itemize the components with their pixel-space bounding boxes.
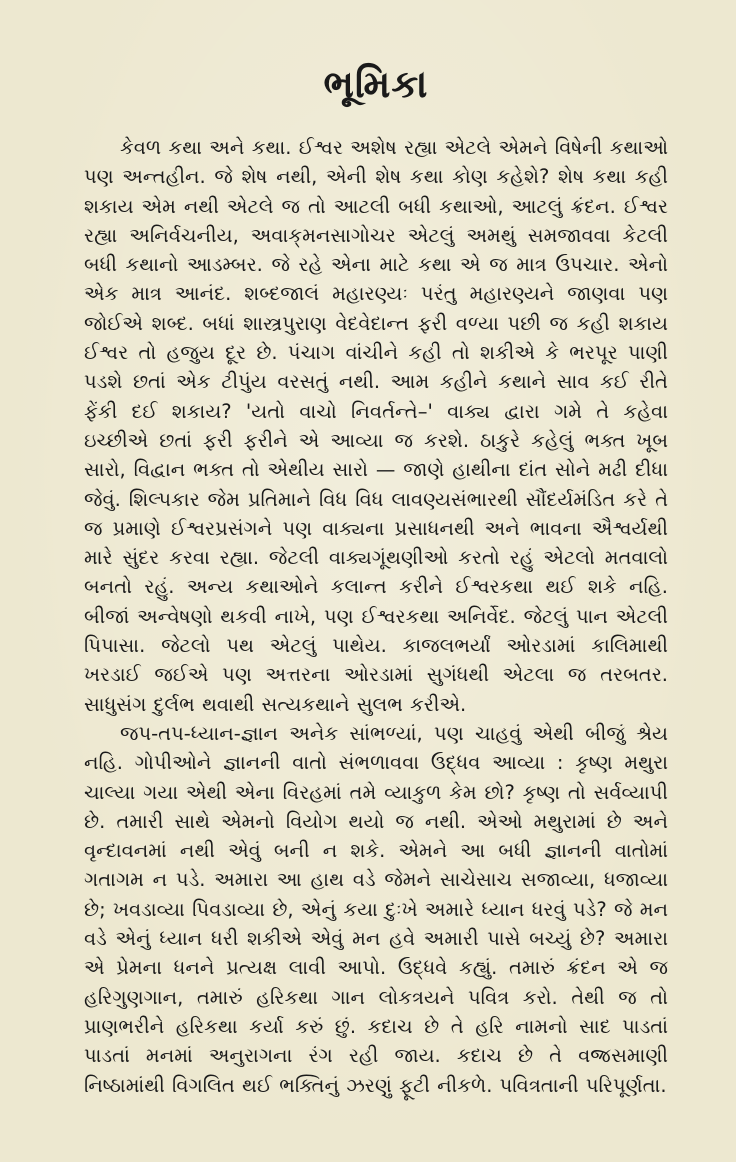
- page-title: ભૂમિકા: [323, 62, 429, 106]
- paragraph-1: કેવળ કથા અને કથા. ઈશ્વર અશેષ રહ્યા એટલે એમને વિષેની કથાઓ પણ અન્તહીન. જે શેષ નથી, એની શેષ કથા કોણ કહેશે? શેષ કથા કહી શકાય એમ નથી એટલે જ તો આટલી બધી કથાઓ, આટલું ક્રંદન. ઈશ્વર રહ્યા અનિર્વચનીય, અવાક્‌મનસાગોચર એટલું અમથું સમજાવવા કેટલી બધી કથાનો આડમ્બર. જે રહે એના માટે કથા એ જ માત્ર ઉપચાર. એનો એક માત્ર આનંદ. શબ્દજાલં મહારણ્યઃ પરંતુ મહારણ્યને જાણવા પણ જોઈએ શબ્દ. બધાં શાસ્ત્રપુરાણ વેદવેદાન્ત ફરી વળ્યા પછી જ કહી શકાય ઈશ્વર તો હજુય દૂર છે. પંચાગ વાંચીને કહી તો શકીએ કે ભરપૂર પાણી પડશે છતાં એક ટીપુંય વરસતું નથી. આમ કહીને કથાને સાવ કઈ રીતે ફેંકી દઈ શકાય? 'યતો વાચો નિવર્તન્તે–' વાક્ય દ્વારા ગમે તે કહેવા ઇચ્છીએ છતાં ફરી ફરીને એ આવ્યા જ કરશે. ઠાકુરે કહેલું ભક્ત ખૂબ સારો, વિદ્વાન ભક્ત તો એથીય સારો — જાણે હાથીના દાંત સોને મઢી દીધા જેવું. શિલ્પકાર જેમ પ્રતિમાને વિધ વિધ લાવણ્યસંભારથી સૌંદર્યમંડિત કરે તે જ પ્રમાણે ઈશ્વરપ્રસંગને પણ વાક્યના પ્રસાધનથી અને ભાવના ઐશ્વર્યથી મારે સુંદર કરવા રહ્યા. જેટલી વાક્યગૂંથણીઓ કરતો રહું એટલો મતવાલો બનતો રહું. અન્ય કથાઓને કલાન્ત કરીને ઈશ્વરકથા થઈ શકે નહિ. બીજાં અન્વેષણો થકવી નાખે, પણ ઈશ્વરકથા અનિર્વેદ. જેટલું પાન એટલી પિપાસા. જેટલો પથ એટલું પાથેય. કાજલભર્યાં ઓરડામાં કાલિમાથી ખરડાઈ જઈએ પણ અત્તરના ઓરડામાં સુગંધથી એટલા જ તરબતર. સાધુસંગ દુર્લભ થવાથી સત્યકથાને સુલભ કરીએ.: [84, 136, 668, 716]
- paragraph-2: જપ-તપ-ધ્યાન-જ્ઞાન અનેક સાંભળ્યાં, પણ ચાહવું એથી બીજું શ્રેય નહિ. ગોપીઓને જ્ઞાનની વાતો સંભળાવવા ઉદ્ધવ આવ્યા : કૃષ્ણ મથુરા ચાલ્યા ગયા એથી એના વિરહમાં તમે વ્યાકુળ કેમ છો? કૃષ્ણ તો સર્વવ્યાપી છે. તમારી સાથે એમનો વિયોગ થયો જ નથી. એઓ મથુરામાં છે અને વૃન્દાવનમાં નથી એવું બની ન શકે. એમને આ બધી જ્ઞાનની વાતોમાં ગતાગમ ન પડે. અમારા આ હાથ વડે જેમને સાચેસાચ સજાવ્યા, ધજાવ્યા છે; ખવડાવ્યા પિવડાવ્યા છે, એનું કયા દુઃખે અમારે ધ્યાન ધરવું પડે? જે મન વડે એનું ધ્યાન ધરી શકીએ એવું મન હવે અમારી પાસે બચ્યું છે? અમારા એ પ્રેમના ધનને પ્રત્યક્ષ લાવી આપો. ઉદ્ધવે કહ્યું. તમારું ક્રંદન એ જ હરિગુણગાન, તમારું હરિકથા ગાન લોકત્રયને પવિત્ર કરો. તેથી જ તો પ્રાણભરીને હરિકથા કર્યા કરું છું. કદાચ છે તે હરિ નામનો સાદ પાડતાં પાડતાં મનમાં અનુરાગના રંગ રહી જાય. કદાચ છે તે વજ્રસમાણી નિષ્ઠામાંથી વિગલિત થઈ ભક્તિનું ઝરણું ફૂટી નીકળે. પવિત્રતાની પરિપૂર્ણતા.: [84, 721, 668, 1097]
